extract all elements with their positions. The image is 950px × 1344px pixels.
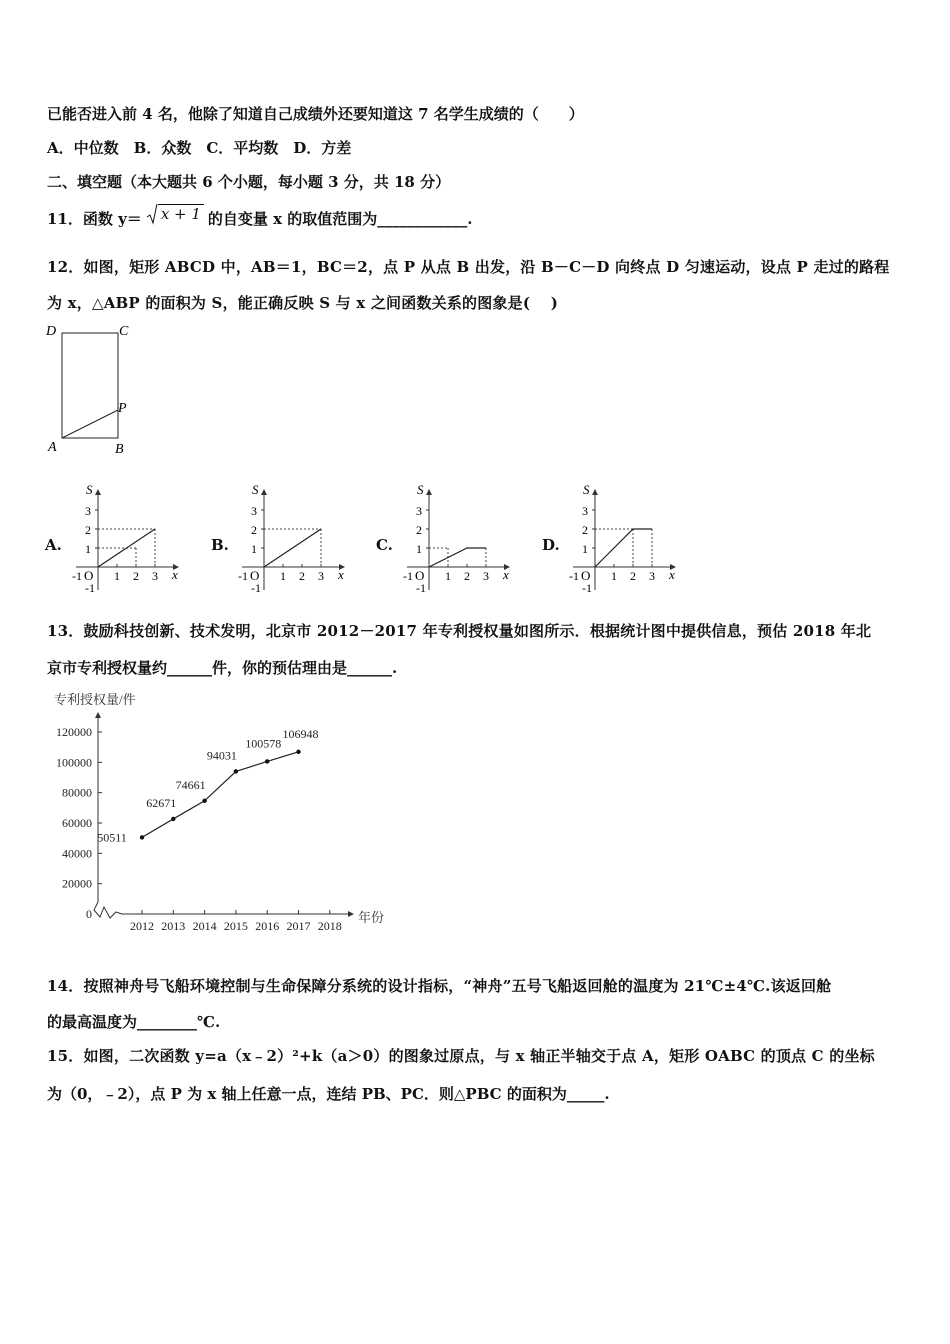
x-tick-label: 2017 [286,919,311,933]
axis-label-x: x [503,567,509,582]
y-tick-label: 120000 [56,725,92,739]
tick-neg-y: -1 [251,581,261,595]
data-label: 94031 [206,748,237,763]
x-tick-label: 1 [280,569,286,583]
option-b-label: B. [211,536,229,554]
q15-line2: 为（0，﹣2），点 P 为 x 轴上任意一点，连结 PB、PC．则△PBC 的面积为_____. [47,1085,610,1103]
q12-line2: 为 x，△ABP 的面积为 S，能正确反映 S 与 x 之间函数关系的图象是( ) [47,294,559,312]
y-tick-label: 1 [251,542,257,556]
patent-line-chart [30,688,400,940]
axis-break-icon [94,902,122,918]
data-point [171,817,175,821]
data-point [202,799,206,803]
axis-label-x: x [669,567,675,582]
y-arrow-icon [426,489,432,495]
y-tick-label: 1 [582,542,588,556]
data-label: 100578 [245,736,282,751]
option-d-label: D. [542,536,560,554]
x-tick-label: 2016 [255,919,280,933]
data-label: 106948 [282,726,319,741]
label-c: C [119,324,129,339]
q14-line1: 14．按照神舟号飞船环境控制与生命保障分系统的设计指标，“神舟”五号飞船返回舱的温度为 21℃±4℃.该返回舱 [47,977,832,995]
series-line [142,752,299,838]
x-tick-label: 2 [133,569,139,583]
x-tick-label: 3 [318,569,324,583]
q13-line2: 京市专利授权量约______件，你的预估理由是______. [47,659,398,677]
tick-neg-x: -1 [403,569,413,583]
origin-label: O [581,568,591,583]
data-label: 74661 [175,777,206,792]
data-point [296,750,300,754]
origin-label: O [250,568,260,583]
q11-text [47,205,473,229]
x-tick-label: 2014 [192,919,217,933]
y-tick-label: 80000 [62,785,92,800]
q11-radicand: x + 1 [158,204,204,223]
tick-neg-x: -1 [569,569,579,583]
x-tick-label: 2 [464,569,470,583]
x-arrow-icon [348,911,354,917]
axis-label-s: S [252,482,259,497]
data-point [140,835,144,839]
graph-line [264,529,321,567]
x-axis-title: 年份 [358,910,385,925]
y-arrow-icon [592,489,598,495]
label-b: B [115,442,124,457]
x-tick-label: 2018 [317,919,342,933]
x-tick-label: 2012 [130,919,154,933]
option-c-label: C. [376,536,393,554]
x-tick-label: 3 [649,569,655,583]
axis-label-x: x [338,567,344,582]
y-arrow-icon [261,489,267,495]
q13-line1: 13．鼓励科技创新、技术发明，北京市 2012－2017 年专利授权量如图所示．根据统计图中提供信息，预估 2018 年北 [47,622,872,640]
x-tick-label: 2015 [223,919,248,933]
option-a-graph [70,478,185,596]
y-tick-label: 2 [85,523,91,537]
y-tick-label: 3 [416,504,422,518]
axis-label-x: x [172,567,178,582]
tick-neg-y: -1 [582,581,592,595]
data-label: 50511 [97,830,127,845]
origin-label: O [84,568,94,583]
option-d-graph [567,478,682,596]
tick-neg-x: -1 [238,569,248,583]
y-tick-label: 1 [85,542,91,556]
label-p: P [118,401,127,416]
q11-pre: 11．函数 y＝ [47,210,142,228]
y-tick-label: 3 [85,504,91,518]
y-tick-label: 60000 [62,816,92,830]
y-tick-label: 2 [416,523,422,537]
x-tick-label: 1 [445,569,451,583]
y-tick-label: 2 [251,523,257,537]
axis-label-s: S [583,482,590,497]
q10-text: 已能否进入前 4 名，他除了知道自己成绩外还要知道这 7 名学生成绩的（ ） [47,105,584,123]
axis-label-s: S [417,482,424,497]
y-tick-label: 0 [86,907,92,921]
label-a: A [48,440,57,455]
rectangle-abcd [62,333,118,438]
tick-neg-x: -1 [72,569,82,583]
y-tick-label: 100000 [56,755,92,770]
x-tick-label: 2 [630,569,636,583]
y-tick-label: 20000 [62,876,92,891]
q14-line2: 的最高温度为________℃. [47,1013,221,1031]
y-arrow-icon [95,712,101,718]
y-axis-title: 专利授权量/件 [54,692,136,707]
y-tick-label: 2 [582,523,588,537]
option-c-graph [401,478,516,596]
label-d: D [46,324,57,339]
x-tick-label: 1 [114,569,120,583]
graph-line [595,529,652,567]
option-b-graph [236,478,351,596]
y-tick-label: 3 [251,504,257,518]
y-tick-label: 1 [416,542,422,556]
data-point [265,759,269,763]
option-a-label: A. [45,536,62,554]
x-tick-label: 1 [611,569,617,583]
x-tick-label: 3 [483,569,489,583]
sqrt-expression [146,205,204,228]
q15-line1: 15．如图，二次函数 y=a（x﹣2）²+k（a＞0）的图象过原点，与 x 轴正半轴交于点 A，矩形 OABC 的顶点 C 的坐标 [47,1047,875,1065]
origin-label: O [415,568,425,583]
section-heading: 二、填空题（本大题共 6 个小题，每小题 3 分，共 18 分） [47,173,451,191]
q12-line1: 12．如图，矩形 ABCD 中，AB＝1，BC＝2，点 P 从点 B 出发，沿 B－C－D 向终点 D 匀速运动，设点 P 走过的路程 [47,258,890,276]
data-point [234,769,238,773]
graph-line [429,548,486,567]
q10-options: A．中位数 B．众数 C．平均数 D．方差 [47,139,352,157]
axis-label-s: S [86,482,93,497]
data-label: 62671 [146,795,177,810]
tick-neg-y: -1 [85,581,95,595]
segment-ap [62,410,118,438]
radical-icon [146,204,158,226]
x-tick-label: 2 [299,569,305,583]
q11-post: 的自变量 x 的取值范围为____________. [207,210,473,228]
y-tick-label: 40000 [62,846,92,861]
x-tick-label: 3 [152,569,158,583]
y-arrow-icon [95,489,101,495]
x-tick-label: 2013 [161,919,186,933]
y-tick-label: 3 [582,504,588,518]
tick-neg-y: -1 [416,581,426,595]
rectangle-figure [44,318,144,460]
